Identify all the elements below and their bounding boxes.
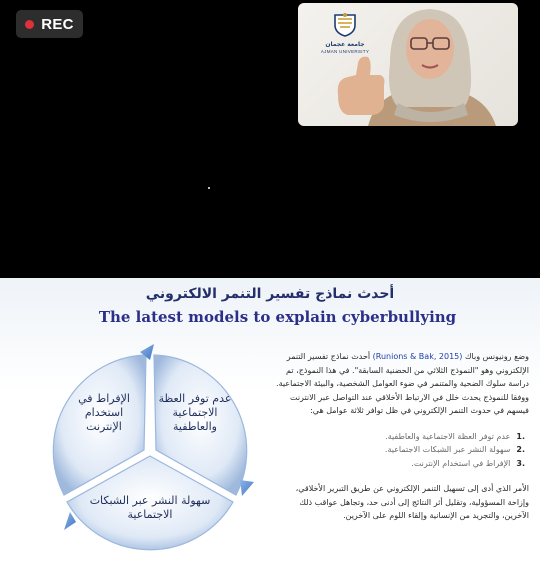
paragraph-1-intro: وضع رونيونس وباك xyxy=(464,352,529,361)
logo-arabic-text: جامعة عجمان xyxy=(325,41,365,48)
list-item: 3. الإفراط في استخدام الإنترنت. xyxy=(411,458,525,468)
record-dot-icon xyxy=(25,20,34,29)
logo-english-text: AJMAN UNIVERSITY xyxy=(320,49,370,54)
factor-list xyxy=(273,430,529,471)
speaker-figure xyxy=(298,3,518,126)
slide-title-arabic: أحدث نماذج تفسير التنمر الالكتروني xyxy=(145,286,395,302)
citation-link: (Runions & Bak, 2015) xyxy=(372,352,463,361)
list-item: 2. سهولة النشر عبر الشبكات الاجتماعية. xyxy=(384,445,525,454)
cycle-diagram xyxy=(28,330,272,555)
paragraph-2: الأمر الذي أدى إلى تسهيل التنمر الإلكتروني عن طريق التبرير الأخلاقي، وإزاحة المسؤولية، وتقليل أثر النتائج إلى أدنى حد، وتجاهل عواقب ذلك الآخرين، والتجريد من الإنسانية وإلقاء اللوم على الآخرين. xyxy=(295,484,529,520)
cycle-label-1: عدم توفر العظة الاجتماعية والعاطفية xyxy=(158,392,232,433)
slide-title-english: The latest models to explain cyberbullying xyxy=(98,308,457,326)
paragraph-1 xyxy=(273,350,529,418)
recording-indicator xyxy=(16,10,83,38)
recording-label: REC xyxy=(41,15,74,33)
cycle-label-2: سهولة النشر عبر الشبكات الاجتماعية xyxy=(89,494,211,521)
speaker-video[interactable] xyxy=(298,3,518,126)
cycle-arrow-bottom xyxy=(64,512,76,530)
cycle-arrow-right xyxy=(240,480,254,496)
paragraph-1-body: أحدث نماذج تفسير التنمر الإلكتروني وهو "النموذج الثلاثي من الحضنية السابقة". في هذا النموذج، تم دراسة سلوك الضحية والمتنمر في ضوء العوامل الشخصية، والبيئة الاجتماعية. ووفقا للنموذج يحدث خلل في الارتباط الأخلاقي عند التواصل عبر الانترنت فيسهم في حدوث التنمر الإلكتروني في ظل توافر ثلاثة عوامل هي: xyxy=(276,352,529,415)
slide-body-text xyxy=(273,350,529,523)
cycle-label-3: الإفراط في استخدام الإنترنت xyxy=(78,392,130,433)
cursor-dot xyxy=(208,187,210,189)
list-item: 1. عدم توفر العظة الاجتماعية والعاطفية. xyxy=(385,431,525,441)
presentation-slide xyxy=(0,278,540,561)
